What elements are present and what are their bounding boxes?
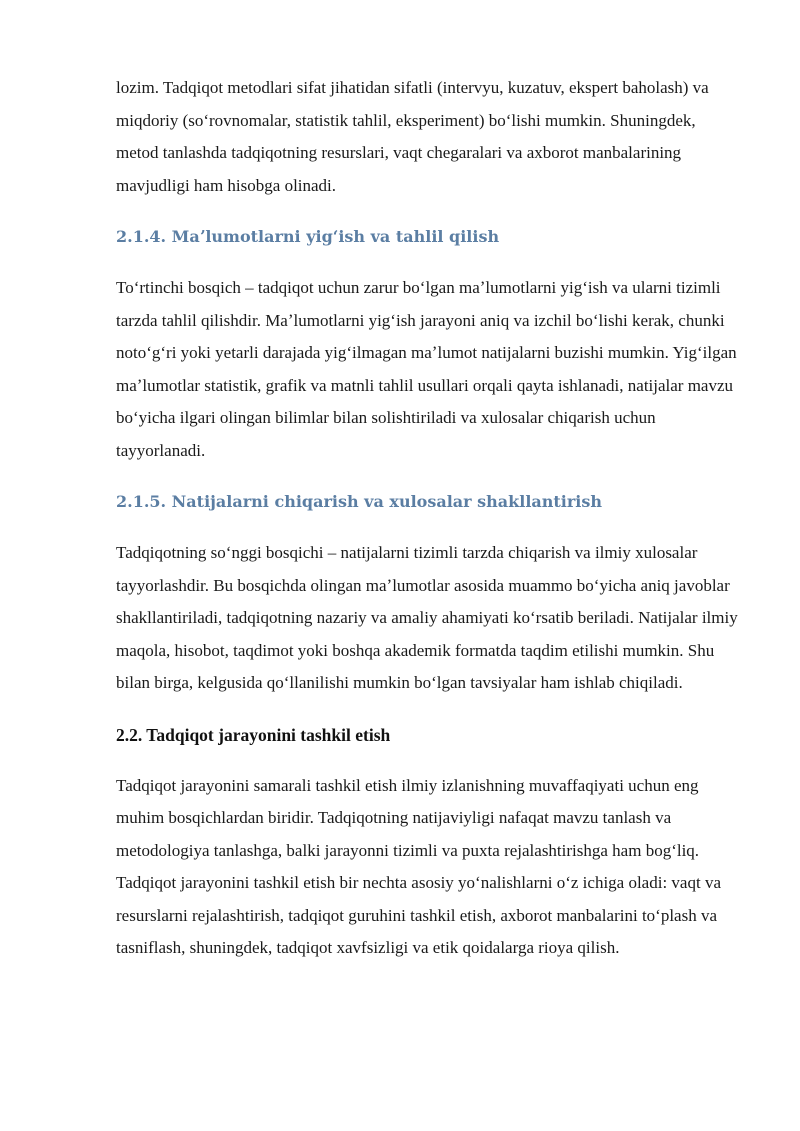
heading-2-1-5: 2.1.5. Natijalarni chiqarish va xulosalar shakllantirish <box>116 492 603 511</box>
paragraph-organization: Tadqiqot jarayonini samarali tashkil etish ilmiy izlanishning muvaffaqiyati uchun eng muhim bosqichlardan biridir. Tadqiqotning natijaviyligi nafaqat mavzu tanlash va metodologiya tanlashga, balki jarayonni tizimli va puxta rejalashtirishga ham bogʻliq. Tadqiqot jarayonini tashkil etish bir nechta asosiy yoʻnalishlarni oʻz ichiga oladi: vaqt va resurslarni rejalashtirish, tadqiqot guruhini tashkil etish, axborot manbalarini toʻplash va tasniflash, shuningdek, tadqiqot xavfsizligi va etik qoidalarga rioya qilish. <box>116 775 721 957</box>
paragraph-methods-continued: lozim. Tadqiqot metodlari sifat jihatidan sifatli (intervyu, kuzatuv, ekspert baholash) va miqdoriy (soʻrovnomalar, statistik tahlil, eksperiment) boʻlishi mumkin. Shuningdek, metod tanlashda tadqiqotning resurslari, vaqt chegaralari va axborot manbalarining mavjudligi ham hisobga olinadi. <box>116 78 709 195</box>
paragraph-results: Tadqiqotning soʻnggi bosqichi – natijalarni tizimli tarzda chiqarish va ilmiy xulosalar tayyorlashdir. Bu bosqichda olingan maʼlumotlar asosida muammo boʻyicha aniq javoblar shakllantiriladi, tadqiqotning nazariy va amaliy ahamiyati koʻrsatib beriladi. Natijalar ilmiy maqola, hisobot, taqdimot yoki boshqa akademik formatda taqdim etilishi mumkin. Shu bilan birga, kelgusida qoʻllanilishi mumkin boʻlgan tavsiyalar ham ishlab chiqiladi. <box>116 543 738 692</box>
heading-2-2: 2.2. Tadqiqot jarayonini tashkil etish <box>116 724 391 745</box>
paragraph-data-collection: Toʻrtinchi bosqich – tadqiqot uchun zarur boʻlgan maʼlumotlarni yigʻish va ularni tizimli tarzda tahlil qilishdir. Maʼlumotlarni yigʻish jarayoni aniq va izchil boʻlishi kerak, chunki notoʻgʻri yoki yetarli darajada yigʻilmagan maʼlumot natijalarni buzishi mumkin. Yigʻilgan maʼlumotlar statistik, grafik va matnli tahlil usullari orqali qayta ishlanadi, natijalar mavzu boʻyicha ilgari olingan bilimlar bilan solishtiriladi va xulosalar chiqarish uchun tayyorlanadi. <box>116 278 737 460</box>
heading-2-1-4: 2.1.4. Maʼlumotlarni yigʻish va tahlil qilish <box>116 227 500 246</box>
